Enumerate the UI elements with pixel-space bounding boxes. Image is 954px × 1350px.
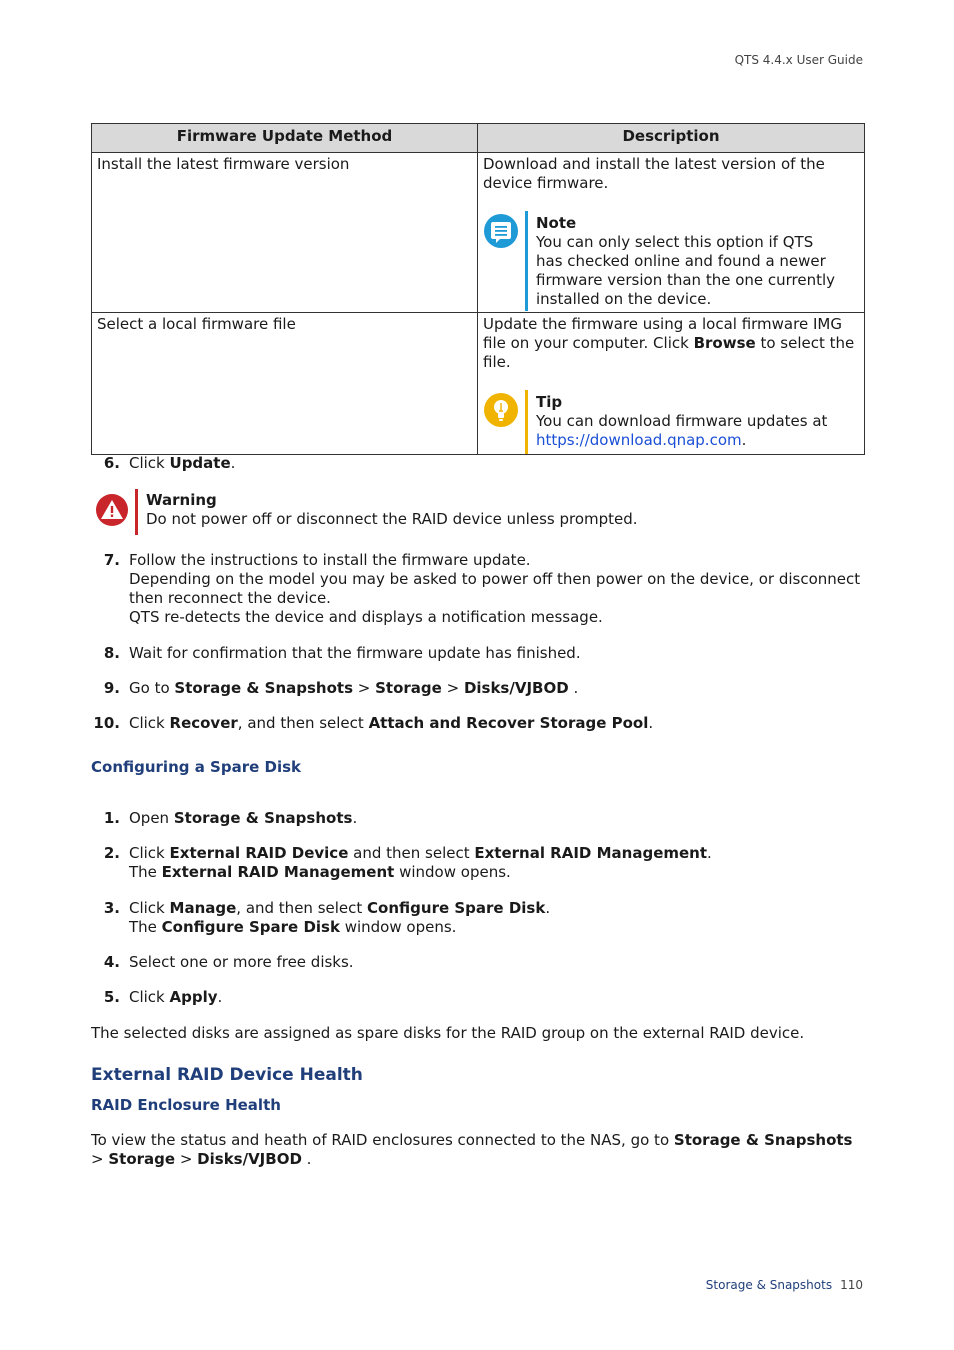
note-line: firmware version than the one currently: [536, 271, 836, 289]
warning-box: [95, 489, 638, 535]
download-link[interactable]: https://download.qnap.com: [536, 431, 742, 449]
list-item: 3. Click Manage, and then select Configure Spare Disk. The Configure Spare Disk window opens.: [103, 899, 551, 936]
section-heading: External RAID Device Health: [91, 1065, 363, 1085]
warning-bar: [135, 489, 138, 535]
result-paragraph: The selected disks are assigned as spare disks for the RAID group on the external RAID device.: [91, 1024, 805, 1042]
cell-description: Update the firmware using a local firmware IMG file on your computer. Click Browse to select the file.: [483, 315, 855, 371]
running-header: QTS 4.4.x User Guide: [734, 53, 863, 67]
note-line: installed on the device.: [536, 290, 712, 308]
warning-text: Do not power off or disconnect the RAID device unless prompted.: [146, 510, 638, 528]
note-line: has checked online and found a newer: [536, 252, 826, 270]
table-cell: Install the latest firmware version: [92, 153, 478, 313]
table-cell: Select a local firmware file: [92, 313, 478, 455]
warning-icon: [95, 493, 129, 527]
list-item: 9. Go to Storage & Snapshots > Storage > Disks/VJBOD .: [103, 679, 579, 697]
tip-line: You can download firmware updates at: [536, 412, 828, 430]
firmware-method-table: [91, 123, 865, 455]
list-item: 2. Click External RAID Device and then select External RAID Management. The External RAID Management window opens.: [103, 844, 712, 881]
subsection-heading: Configuring a Spare Disk: [91, 758, 301, 776]
lightbulb-icon: [483, 392, 519, 428]
table-row: [92, 313, 865, 455]
list-item: 1. Open Storage & Snapshots.: [103, 809, 358, 827]
list-item: 6. Click Update.: [103, 454, 236, 472]
table-row: [92, 153, 865, 313]
list-item: 8. Wait for confirmation that the firmware update has finished.: [103, 644, 581, 662]
list-item: 5. Click Apply.: [103, 988, 223, 1006]
column-header: Description: [478, 124, 865, 153]
note-line: You can only select this option if QTS: [536, 233, 814, 251]
footer-section: Storage & Snapshots: [705, 1278, 833, 1292]
note-box: [483, 211, 859, 311]
page-number: 110: [840, 1278, 863, 1292]
table-cell: [478, 313, 865, 455]
page-footer: [706, 1276, 863, 1295]
note-icon: [483, 213, 519, 249]
note-bar: [525, 211, 528, 311]
note-title: Note: [536, 214, 577, 232]
list-item: 7. Follow the instructions to install the firmware update. Depending on the model you may be asked to power off then power on the device, or disconnect then reconnect the device. QTS re-detects the device and displays a notification message.: [103, 551, 861, 626]
tip-bar: [525, 390, 528, 454]
list-item: 4. Select one or more free disks.: [103, 953, 354, 971]
subsection-heading: RAID Enclosure Health: [91, 1096, 281, 1114]
column-header: Firmware Update Method: [92, 124, 478, 153]
cell-description: Download and install the latest version of the device firmware.: [483, 155, 825, 192]
tip-title: Tip: [536, 393, 563, 411]
table-header-row: [92, 124, 865, 153]
health-paragraph: To view the status and heath of RAID enclosures connected to the NAS, go to Storage & Snapshots > Storage > Disks/VJBOD .: [91, 1131, 853, 1168]
warning-title: Warning: [146, 491, 217, 509]
table-cell: [478, 153, 865, 313]
tip-box: Tip You can download firmware updates at https://download.qnap.com.: [483, 390, 859, 454]
list-item: 10. Click Recover, and then select Attach and Recover Storage Pool.: [93, 714, 654, 732]
